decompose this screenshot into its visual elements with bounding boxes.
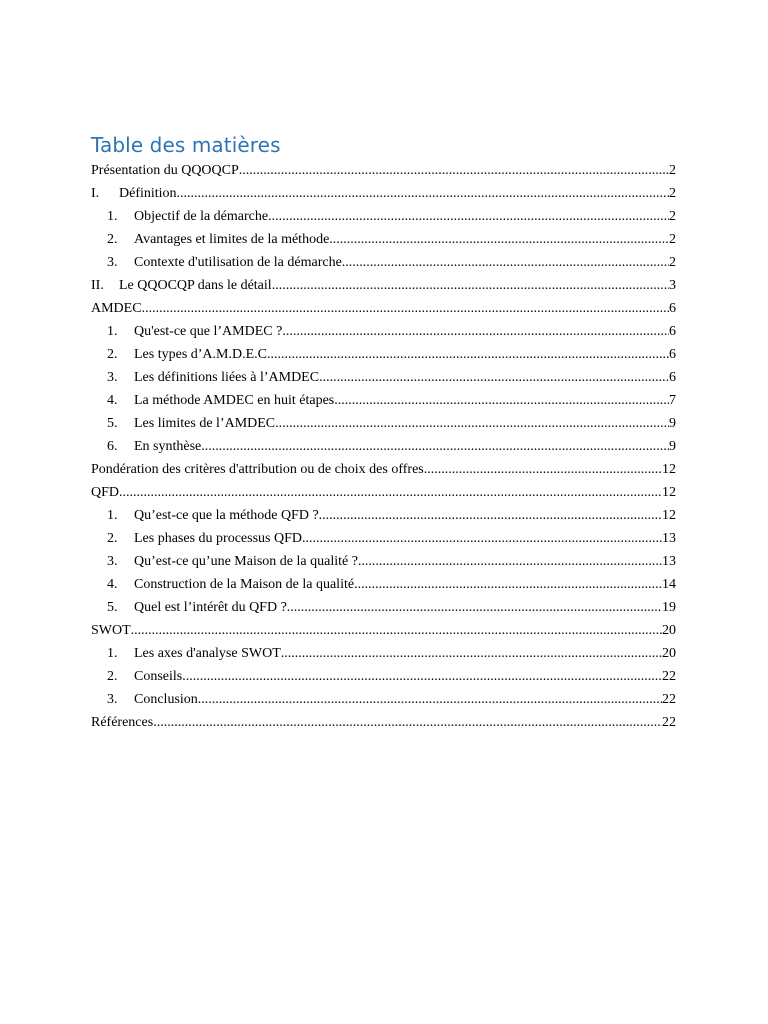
toc-entry-page-number[interactable]: 6 <box>669 301 676 316</box>
toc-entry[interactable] <box>91 274 676 297</box>
toc-dot-leader <box>131 619 662 642</box>
toc-entry-label[interactable]: Présentation du QQOQCP <box>91 163 239 178</box>
toc-entry-number: I. <box>91 186 100 201</box>
toc-entry-number: 1. <box>107 324 118 339</box>
toc-entry-number: 1. <box>107 209 118 224</box>
toc-entry-label[interactable]: Conseils <box>134 669 183 684</box>
toc-dot-leader <box>319 504 662 527</box>
toc-dot-leader <box>424 458 662 481</box>
toc-dot-leader <box>319 366 669 389</box>
toc-entry-page-number[interactable]: 20 <box>662 646 676 661</box>
toc-dot-leader <box>201 435 669 458</box>
toc-entry[interactable] <box>91 573 676 596</box>
toc-entry[interactable] <box>91 389 676 412</box>
toc-entry-label[interactable]: Contexte d'utilisation de la démarche <box>134 255 342 270</box>
toc-entry-number: 2. <box>107 232 118 247</box>
toc-entry-label[interactable]: Pondération des critères d'attribution ou de choix des offres <box>91 462 424 477</box>
toc-entry[interactable] <box>91 504 676 527</box>
toc-entry[interactable] <box>91 550 676 573</box>
toc-entry[interactable] <box>91 320 676 343</box>
toc-entry-page-number[interactable]: 12 <box>662 508 676 523</box>
toc-entry-number: 4. <box>107 393 118 408</box>
toc-entry-page-number[interactable]: 6 <box>669 347 676 362</box>
toc-entry-page-number[interactable]: 14 <box>662 577 676 592</box>
toc-dot-leader <box>272 274 669 297</box>
toc-entry[interactable] <box>91 711 676 734</box>
toc-entry-label[interactable]: Quel est l’intérêt du QFD ? <box>134 600 287 615</box>
toc-dot-leader <box>142 297 669 320</box>
toc-entry-label[interactable]: AMDEC <box>91 301 142 316</box>
toc-entry-number: 3. <box>107 255 118 270</box>
toc-dot-leader <box>282 320 669 343</box>
toc-entry-page-number[interactable]: 13 <box>662 554 676 569</box>
toc-dot-leader <box>334 389 669 412</box>
toc-entry[interactable] <box>91 412 676 435</box>
toc-entry[interactable] <box>91 642 676 665</box>
toc-list <box>91 159 676 734</box>
toc-dot-leader <box>198 688 662 711</box>
toc-dot-leader <box>329 228 669 251</box>
toc-entry-number: 4. <box>107 577 118 592</box>
toc-entry-number: 2. <box>107 531 118 546</box>
toc-entry[interactable] <box>91 527 676 550</box>
toc-entry-page-number[interactable]: 2 <box>669 186 676 201</box>
toc-entry-page-number[interactable]: 9 <box>669 439 676 454</box>
toc-entry-label[interactable]: Références <box>91 715 154 730</box>
toc-entry[interactable] <box>91 228 676 251</box>
toc-entry[interactable] <box>91 366 676 389</box>
toc-entry[interactable] <box>91 343 676 366</box>
toc-entry-number: 6. <box>107 439 118 454</box>
toc-entry-page-number[interactable]: 12 <box>662 485 676 500</box>
toc-entry-page-number[interactable]: 19 <box>662 600 676 615</box>
toc-entry-label[interactable]: Conclusion <box>134 692 198 707</box>
toc-entry[interactable] <box>91 481 676 504</box>
toc-entry-number: 2. <box>107 347 118 362</box>
toc-dot-leader <box>287 596 662 619</box>
toc-entry-label[interactable]: Les types d’A.M.D.E.C <box>134 347 267 362</box>
toc-entry[interactable] <box>91 297 676 320</box>
toc-entry[interactable] <box>91 458 676 481</box>
toc-entry-page-number[interactable]: 6 <box>669 324 676 339</box>
toc-entry[interactable] <box>91 182 676 205</box>
toc-entry-label[interactable]: Les axes d'analyse SWOT <box>134 646 281 661</box>
toc-entry-label[interactable]: Définition <box>119 186 177 201</box>
toc-entry-label[interactable]: Objectif de la démarche <box>134 209 269 224</box>
toc-entry-label[interactable]: Avantages et limites de la méthode <box>134 232 330 247</box>
toc-entry[interactable] <box>91 665 676 688</box>
document-page <box>91 132 676 734</box>
toc-dot-leader <box>275 412 669 435</box>
toc-entry-page-number[interactable]: 3 <box>669 278 676 293</box>
toc-dot-leader <box>182 665 662 688</box>
toc-entry-page-number[interactable]: 12 <box>662 462 676 477</box>
toc-entry[interactable] <box>91 251 676 274</box>
toc-entry-label[interactable]: Qu’est-ce que la méthode QFD ? <box>134 508 319 523</box>
toc-entry[interactable] <box>91 688 676 711</box>
toc-entry-page-number[interactable]: 2 <box>669 209 676 224</box>
toc-entry-number: II. <box>91 278 104 293</box>
toc-title: Table des matières <box>91 133 281 157</box>
toc-entry-page-number[interactable]: 2 <box>669 255 676 270</box>
toc-entry-page-number[interactable]: 20 <box>662 623 676 638</box>
toc-entry-label[interactable]: Construction de la Maison de la qualité <box>134 577 355 592</box>
toc-entry-page-number[interactable]: 22 <box>662 669 676 684</box>
toc-entry-number: 1. <box>107 646 118 661</box>
toc-entry-label[interactable]: Le QQOCQP dans le détail <box>119 278 272 293</box>
toc-entry-label[interactable]: En synthèse <box>134 439 202 454</box>
toc-dot-leader <box>342 251 669 274</box>
toc-dot-leader <box>153 711 662 734</box>
toc-entry-label[interactable]: Les limites de l’AMDEC <box>134 416 276 431</box>
toc-entry-page-number[interactable]: 2 <box>669 232 676 247</box>
toc-entry-number: 5. <box>107 600 118 615</box>
toc-entry-page-number[interactable]: 2 <box>669 163 676 178</box>
toc-entry-label[interactable]: La méthode AMDEC en huit étapes <box>134 393 335 408</box>
toc-entry-number: 1. <box>107 508 118 523</box>
toc-entry-label[interactable]: Les définitions liées à l’AMDEC <box>134 370 320 385</box>
toc-dot-leader <box>354 573 662 596</box>
toc-entry-label[interactable]: SWOT <box>91 623 131 638</box>
toc-entry-number: 5. <box>107 416 118 431</box>
toc-entry-number: 3. <box>107 554 118 569</box>
toc-dot-leader <box>177 182 669 205</box>
toc-dot-leader <box>302 527 662 550</box>
toc-entry[interactable] <box>91 159 676 182</box>
toc-dot-leader <box>358 550 662 573</box>
toc-entry-label[interactable]: Les phases du processus QFD <box>134 531 302 546</box>
toc-entry[interactable] <box>91 205 676 228</box>
toc-entry-label[interactable]: QFD <box>91 485 120 500</box>
toc-entry-page-number[interactable]: 7 <box>669 393 676 408</box>
toc-dot-leader <box>281 642 662 665</box>
toc-dot-leader <box>239 159 669 182</box>
toc-entry-page-number[interactable]: 6 <box>669 370 676 385</box>
toc-entry-number: 2. <box>107 669 118 684</box>
toc-entry-page-number[interactable]: 9 <box>669 416 676 431</box>
toc-entry-number: 3. <box>107 370 118 385</box>
toc-entry[interactable] <box>91 596 676 619</box>
toc-dot-leader <box>267 343 669 366</box>
toc-entry-label[interactable]: Qu'est-ce que l’AMDEC ? <box>134 324 283 339</box>
toc-entry[interactable] <box>91 619 676 642</box>
toc-dot-leader <box>268 205 669 228</box>
toc-entry-page-number[interactable]: 22 <box>662 715 676 730</box>
toc-entry-page-number[interactable]: 22 <box>662 692 676 707</box>
toc-dot-leader <box>119 481 662 504</box>
toc-entry-number: 3. <box>107 692 118 707</box>
toc-entry-label[interactable]: Qu’est-ce qu’une Maison de la qualité ? <box>134 554 358 569</box>
toc-entry-page-number[interactable]: 13 <box>662 531 676 546</box>
toc-entry[interactable] <box>91 435 676 458</box>
